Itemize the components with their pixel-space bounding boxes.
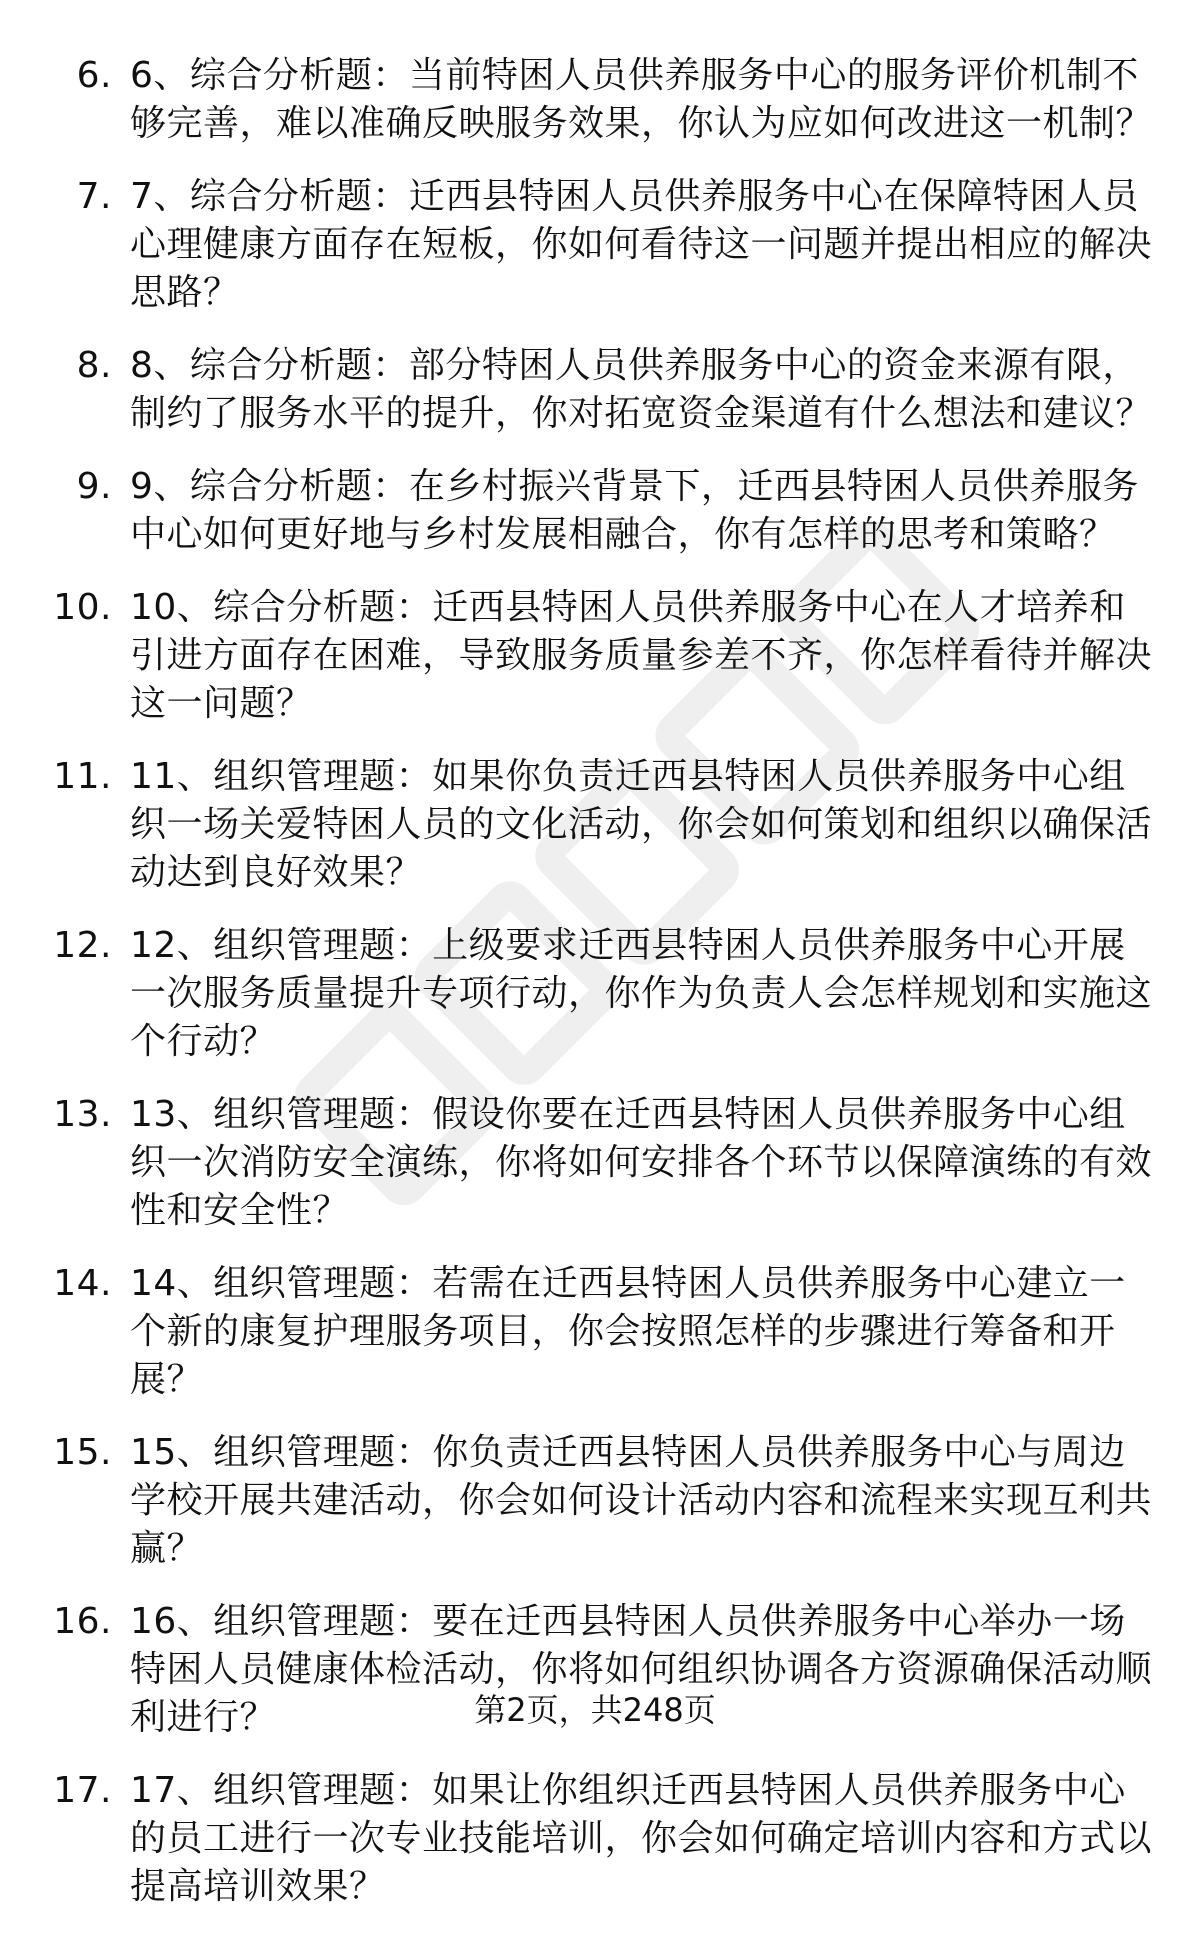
question-number: 11. [53, 756, 112, 797]
question-number: 14. [53, 1263, 112, 1304]
question-item [0, 922, 1190, 1066]
question-item [0, 173, 1190, 317]
question-number: 12. [53, 925, 112, 966]
question-text: 13、组织管理题：假设你要在迁西县特困人员供养服务中心组织一次消防安全演练，你将如何安排各个环节以保障演练的有效性和安全性？ [130, 1094, 1153, 1231]
question-number: 8. [76, 345, 112, 386]
question-number: 16. [53, 1601, 112, 1642]
question-item [0, 1091, 1190, 1235]
question-text: 14、组织管理题：若需在迁西县特困人员供养服务中心建立一个新的康复护理服务项目，你会按照怎样的步骤进行筹备和开展？ [130, 1263, 1126, 1400]
question-item [0, 584, 1190, 728]
question-text: 9、综合分析题：在乡村振兴背景下，迁西县特困人员供养服务中心如何更好地与乡村发展相融合，你有怎样的思考和策略？ [130, 466, 1139, 555]
question-number: 7. [76, 176, 112, 217]
question-item [0, 753, 1190, 897]
question-text: 12、组织管理题：上级要求迁西县特困人员供养服务中心开展一次服务质量提升专项行动，你作为负责人会怎样规划和实施这个行动？ [130, 925, 1153, 1062]
question-number: 10. [53, 587, 112, 628]
question-number: 9. [76, 466, 112, 507]
question-item [0, 1767, 1190, 1911]
question-text: 10、综合分析题：迁西县特困人员供养服务中心在人才培养和引进方面存在困难，导致服务质量参差不齐，你怎样看待并解决这一问题？ [130, 587, 1153, 724]
question-list [0, 52, 1190, 1936]
question-item [0, 463, 1190, 559]
question-number: 15. [53, 1432, 112, 1473]
question-number: 13. [53, 1094, 112, 1135]
question-item [0, 1429, 1190, 1573]
question-text: 11、组织管理题：如果你负责迁西县特困人员供养服务中心组织一场关爱特困人员的文化活动，你会如何策划和组织以确保活动达到良好效果？ [130, 756, 1153, 893]
question-number: 17. [53, 1770, 112, 1811]
question-text: 17、组织管理题：如果让你组织迁西县特困人员供养服务中心的员工进行一次专业技能培训，你会如何确定培训内容和方式以提高培训效果？ [130, 1770, 1153, 1907]
page-footer: 第2页，共248页 [474, 1691, 716, 1729]
question-text: 6、综合分析题：当前特困人员供养服务中心的服务评价机制不够完善，难以准确反映服务效果，你认为应如何改进这一机制？ [130, 55, 1153, 144]
question-text: 15、组织管理题：你负责迁西县特困人员供养服务中心与周边学校开展共建活动，你会如何设计活动内容和流程来实现互利共赢？ [130, 1432, 1153, 1569]
question-item [0, 52, 1190, 148]
question-item [0, 1260, 1190, 1404]
question-item [0, 342, 1190, 438]
question-number: 6. [76, 55, 112, 96]
question-text: 7、综合分析题：迁西县特困人员供养服务中心在保障特困人员心理健康方面存在短板，你如何看待这一问题并提出相应的解决思路？ [130, 176, 1153, 313]
question-text: 8、综合分析题：部分特困人员供养服务中心的资金来源有限，制约了服务水平的提升，你对拓宽资金渠道有什么想法和建议？ [130, 345, 1153, 434]
question-text: 16、组织管理题：要在迁西县特困人员供养服务中心举办一场特困人员健康体检活动，你将如何组织协调各方资源确保活动顺利进行？ [130, 1601, 1153, 1738]
